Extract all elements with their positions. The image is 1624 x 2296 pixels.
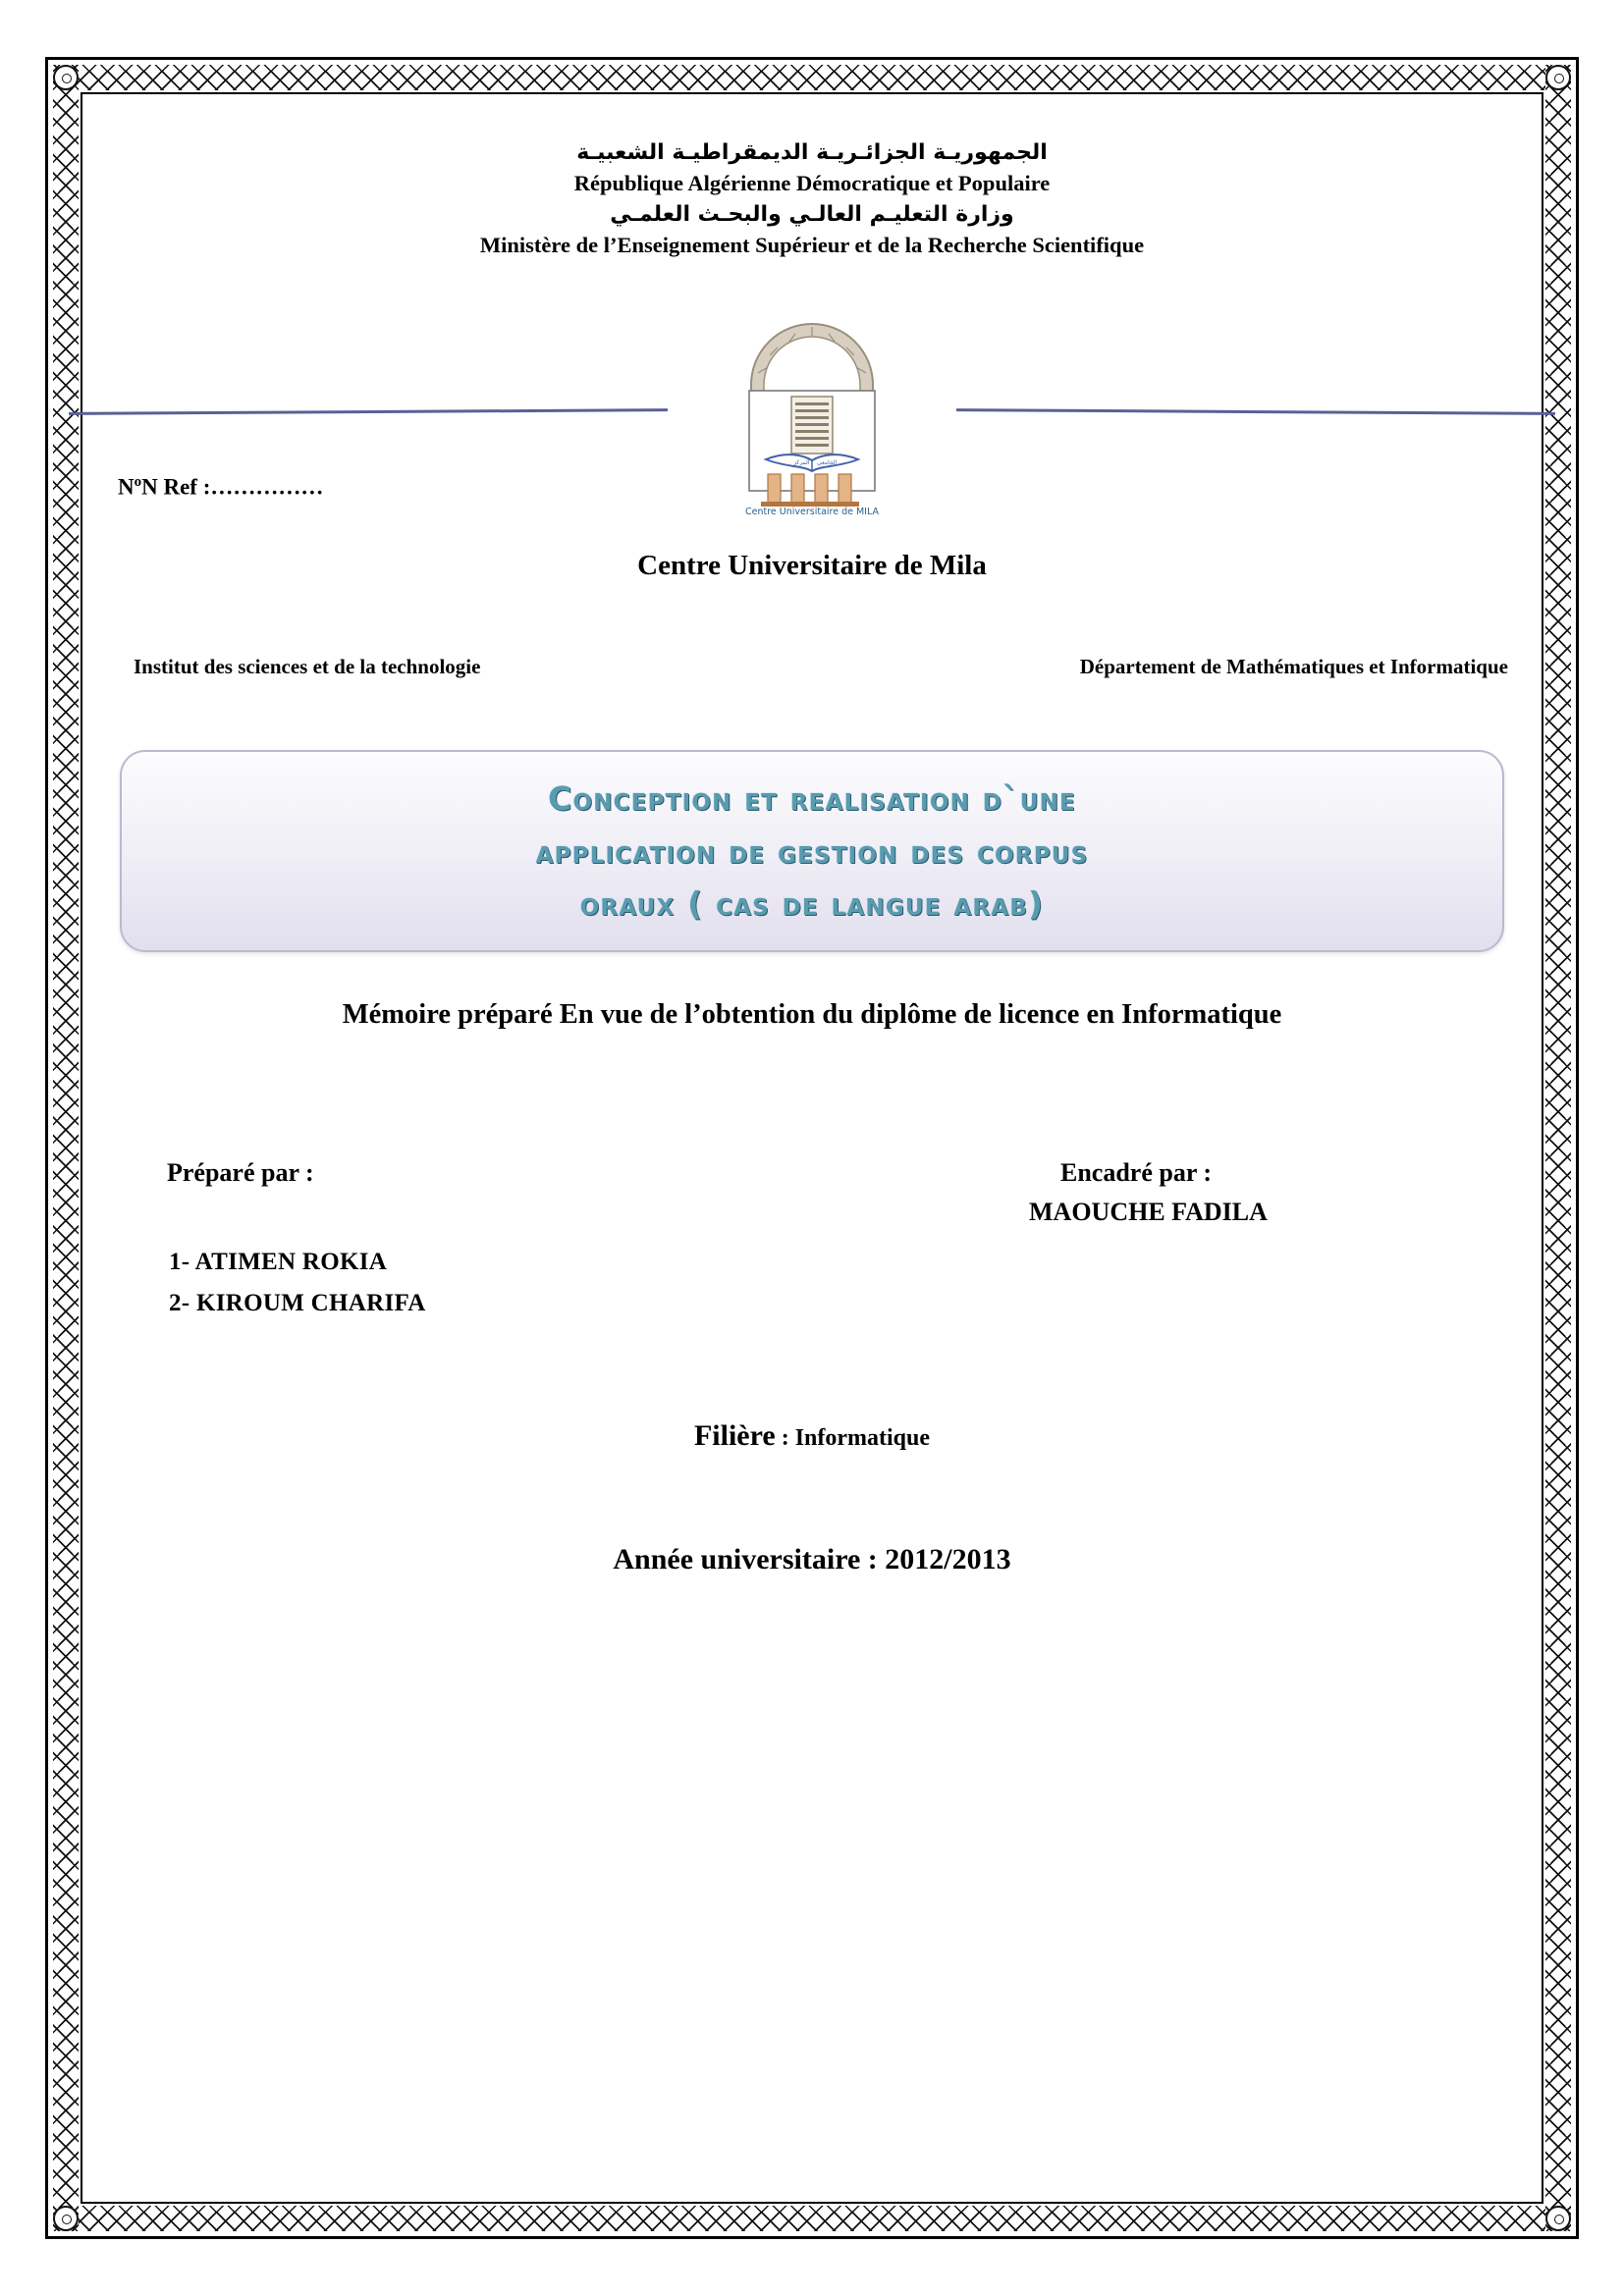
- title-line-3: oraux ( cas de langue arab): [579, 884, 1045, 924]
- ornament-band-right: [1545, 65, 1571, 2231]
- academic-year: Année universitaire : 2012/2013: [613, 1542, 1011, 1575]
- ornament-band-top: [53, 65, 1571, 90]
- student-name-1: 1- ATIMEN ROKIA: [169, 1248, 388, 1275]
- field-separator: :: [775, 1424, 795, 1451]
- supervisor-label: Encadré par :: [1060, 1157, 1213, 1187]
- divider-rule-left: [69, 408, 668, 415]
- svg-text:الجامعي: الجامعي: [817, 459, 838, 467]
- header-line-french-republic: République Algérienne Démocratique et Populaire: [573, 171, 1051, 196]
- corner-medallion-bottom-right: [1545, 2206, 1571, 2231]
- authors-section: [98, 1158, 1526, 1355]
- supervisor-name: MAOUCHE FADILA: [1029, 1197, 1268, 1226]
- ministry-header: [98, 137, 1526, 261]
- title-line-1: Conception et realisation d`une: [548, 779, 1076, 819]
- reference-superscript: o: [134, 474, 142, 491]
- ornament-band-left: [53, 65, 79, 2231]
- logo-caption: Centre Universitaire de MILA: [744, 507, 880, 518]
- reference-number: $N^oN$ Ref :……………: [118, 474, 324, 500]
- corner-medallion-top-right: [1545, 65, 1571, 90]
- student-name-2: 2- KIROUM CHARIFA: [169, 1289, 426, 1316]
- header-line-arabic-republic: الجمهوريـة الجزائـريـة الديمقراطيـة الشعبيـة: [576, 140, 1048, 165]
- department-name: Département de Mathématiques et Informatique: [1079, 655, 1508, 679]
- prepared-by-label: Préparé par :: [167, 1157, 314, 1187]
- institute-name: Institut des sciences et de la technologie: [134, 655, 481, 679]
- corner-medallion-top-left: [53, 65, 79, 90]
- field-of-study: [98, 1419, 1526, 1453]
- svg-text:المركز: المركز: [793, 459, 810, 467]
- title-line-2: application de gestion des corpus: [535, 831, 1089, 871]
- header-line-french-ministry: Ministère de l’Enseignement Supérieur et de la Recherche Scientifique: [479, 233, 1145, 258]
- page-content: [98, 108, 1526, 2188]
- logo-row: [98, 294, 1526, 520]
- university-logo-icon: [707, 294, 917, 518]
- field-value: Informatique: [794, 1424, 931, 1451]
- ornament-band-bottom: [53, 2206, 1571, 2231]
- reference-text: N Ref :……………: [141, 475, 324, 500]
- thesis-title-plaque: [120, 750, 1504, 952]
- institute-department-row: [98, 655, 1526, 679]
- degree-purpose-text: Mémoire préparé En vue de l’obtention du diplôme de licence en Informatique: [342, 999, 1282, 1031]
- corner-medallion-bottom-left: [53, 2206, 79, 2231]
- header-line-arabic-ministry: وزارة التعليـم العالـي والبحـث العلمـي: [610, 202, 1014, 228]
- university-name: Centre Universitaire de Mila: [637, 550, 987, 582]
- field-label: Filière: [693, 1418, 776, 1452]
- divider-rule-right: [956, 408, 1555, 415]
